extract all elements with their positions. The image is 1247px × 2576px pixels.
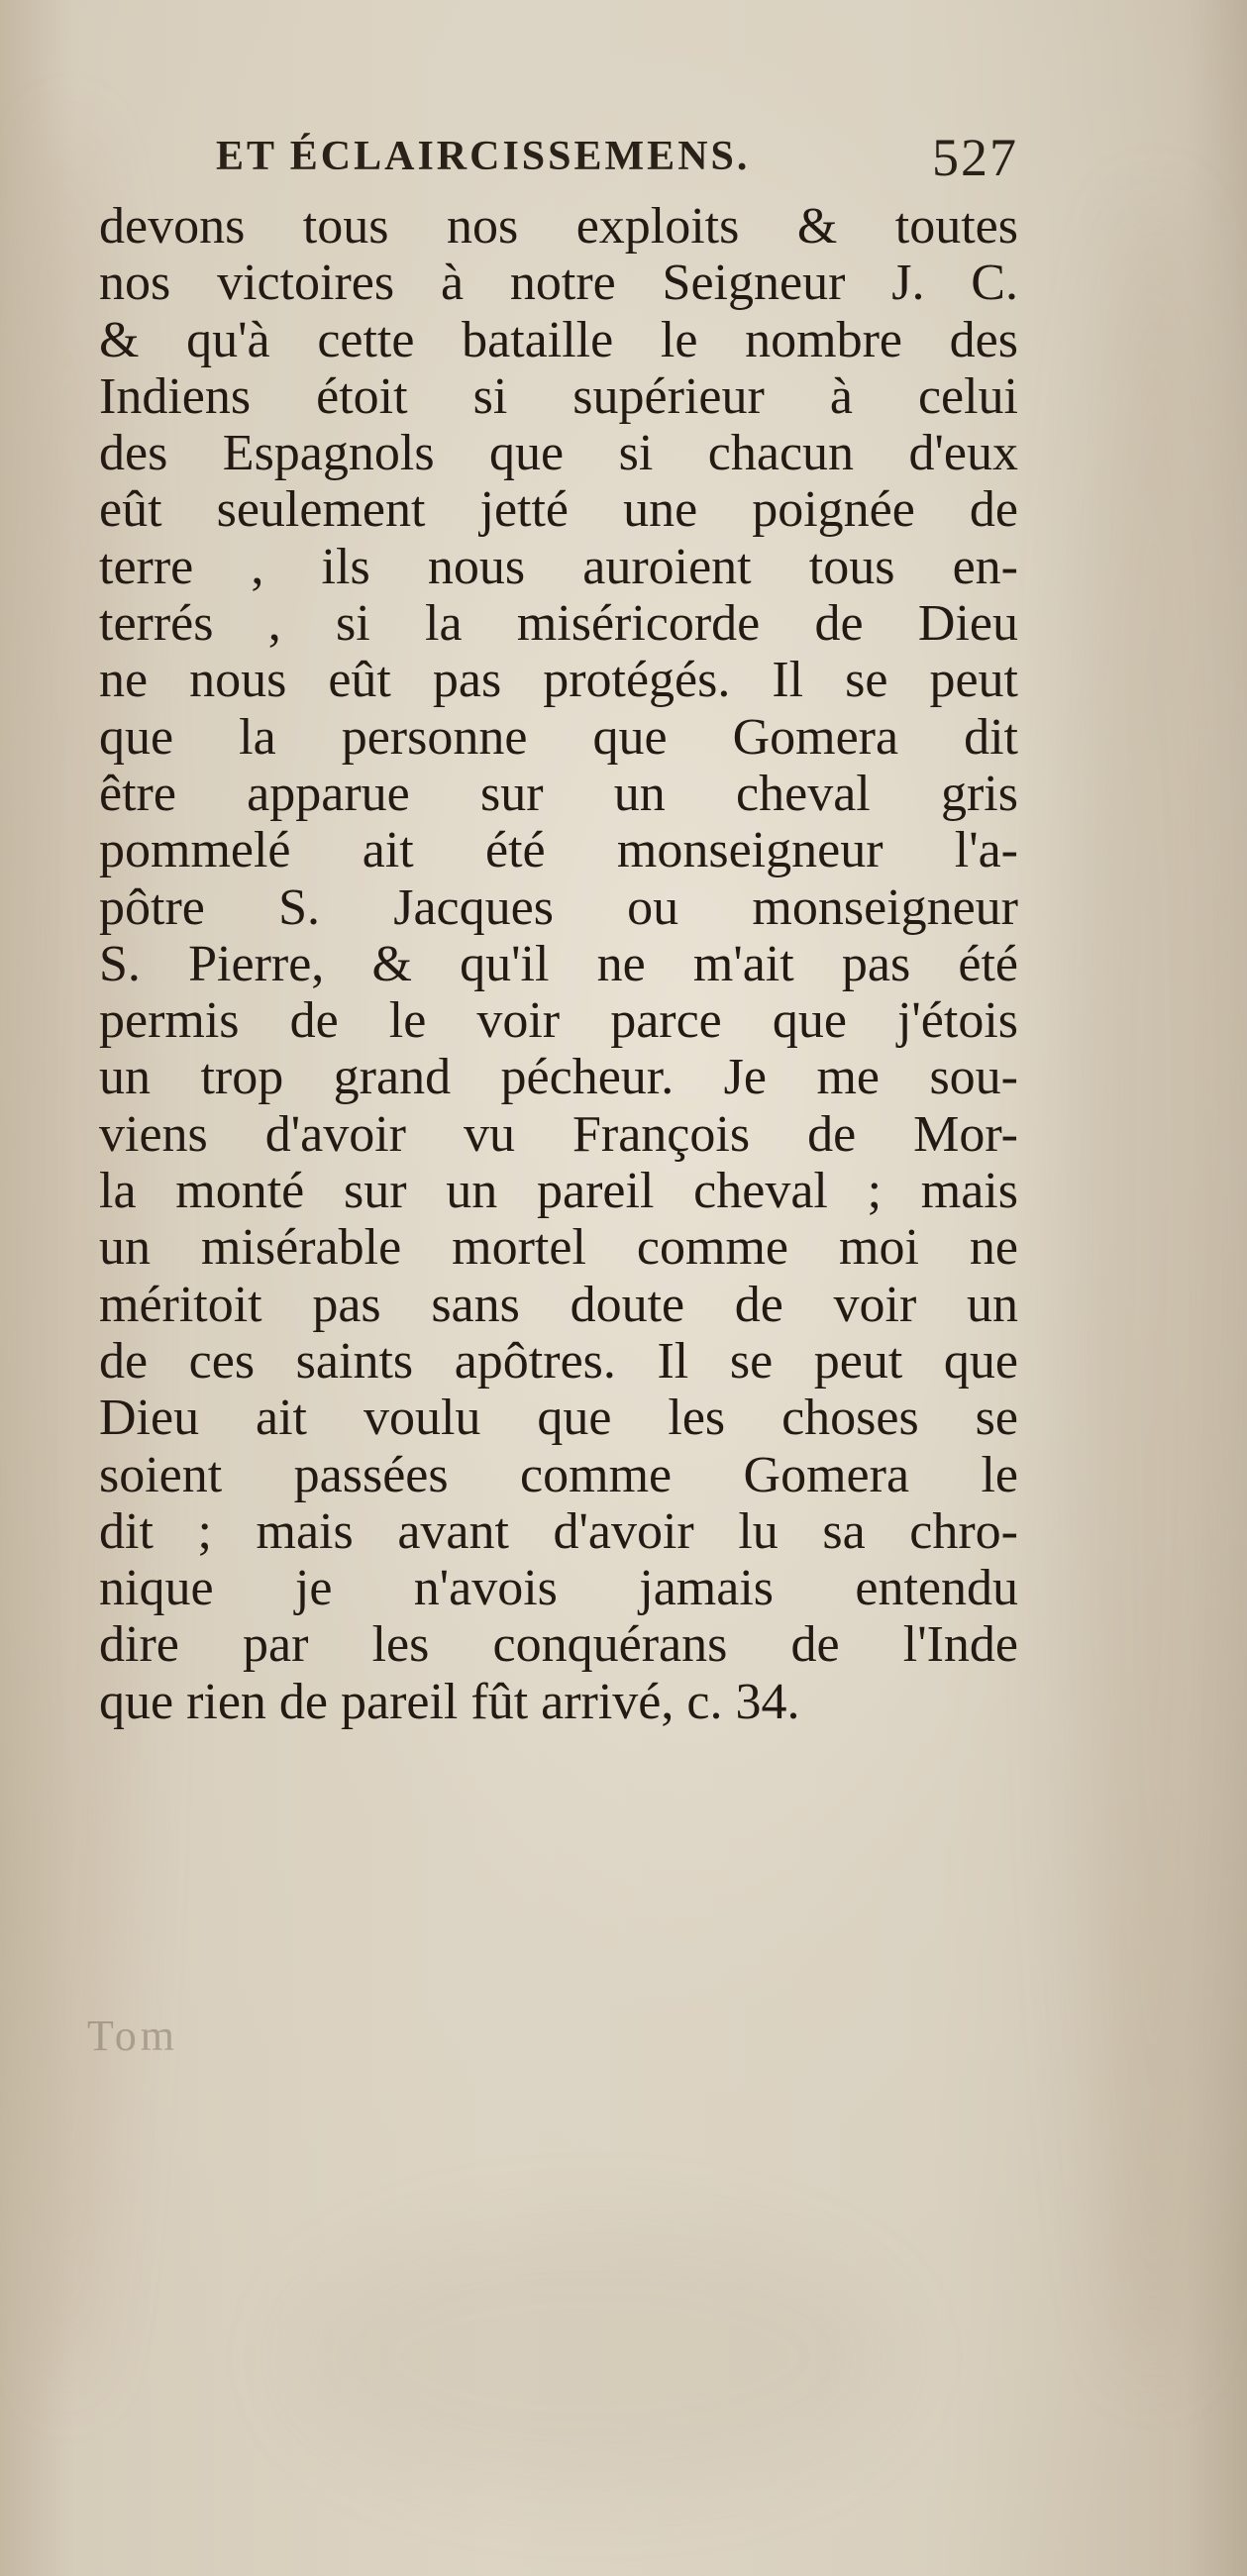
text-line: eût seulement jetté une poignée de xyxy=(99,481,1018,539)
text-line: terrés , si la miséricorde de Dieu xyxy=(99,595,1018,653)
text-line: être apparue sur un cheval gris xyxy=(99,765,1018,822)
text-line: pôtre S. Jacques ou monseigneur xyxy=(99,878,1018,936)
text-line: Indiens étoit si supérieur à celui xyxy=(99,367,1018,425)
page-number: 527 xyxy=(932,128,1018,187)
text-line: dit ; mais avant d'avoir lu sa chro- xyxy=(99,1502,1018,1560)
paper-stain-bottom xyxy=(297,2228,891,2486)
text-line: ne nous eût pas protégés. Il se peut xyxy=(99,652,1018,709)
text-line: nos victoires à notre Seigneur J. C. xyxy=(99,255,1018,312)
text-line: un misérable mortel comme moi ne xyxy=(99,1219,1018,1277)
faded-catchword: Tom xyxy=(87,2011,179,2060)
text-line: soient passées comme Gomera le xyxy=(99,1446,1018,1503)
text-line: des Espagnols que si chacun d'eux xyxy=(99,425,1018,482)
text-line: méritoit pas sans doute de voir un xyxy=(99,1276,1018,1333)
text-line: la monté sur un pareil cheval ; mais xyxy=(99,1163,1018,1220)
text-line: nique je n'avois jamais entendu xyxy=(99,1560,1018,1617)
text-line: Dieu ait voulu que les choses se xyxy=(99,1390,1018,1447)
text-line: terre , ils nous auroient tous en- xyxy=(99,538,1018,595)
page-header xyxy=(216,127,1018,196)
text-line: & qu'à cette bataille le nombre des xyxy=(99,311,1018,368)
text-line: pommelé ait été monseigneur l'a- xyxy=(99,822,1018,879)
running-title: ET ÉCLAIRCISSEMENS. xyxy=(216,134,751,179)
text-line: devons tous nos exploits & toutes xyxy=(99,198,1018,255)
text-line: de ces saints apôtres. Il se peut que xyxy=(99,1332,1018,1390)
body-text xyxy=(99,198,1018,1730)
text-line: dire par les conquérans de l'Inde xyxy=(99,1616,1018,1674)
text-line: permis de le voir parce que j'étois xyxy=(99,992,1018,1050)
text-line: un trop grand pécheur. Je me sou- xyxy=(99,1049,1018,1106)
text-line: S. Pierre, & qu'il ne m'ait pas été xyxy=(99,935,1018,992)
text-line-last: que rien de pareil fût arrivé, c. 34. xyxy=(99,1673,800,1730)
text-line: que la personne que Gomera dit xyxy=(99,708,1018,766)
text-line: viens d'avoir vu François de Mor- xyxy=(99,1105,1018,1163)
paper-stain-right xyxy=(1070,198,1238,2377)
